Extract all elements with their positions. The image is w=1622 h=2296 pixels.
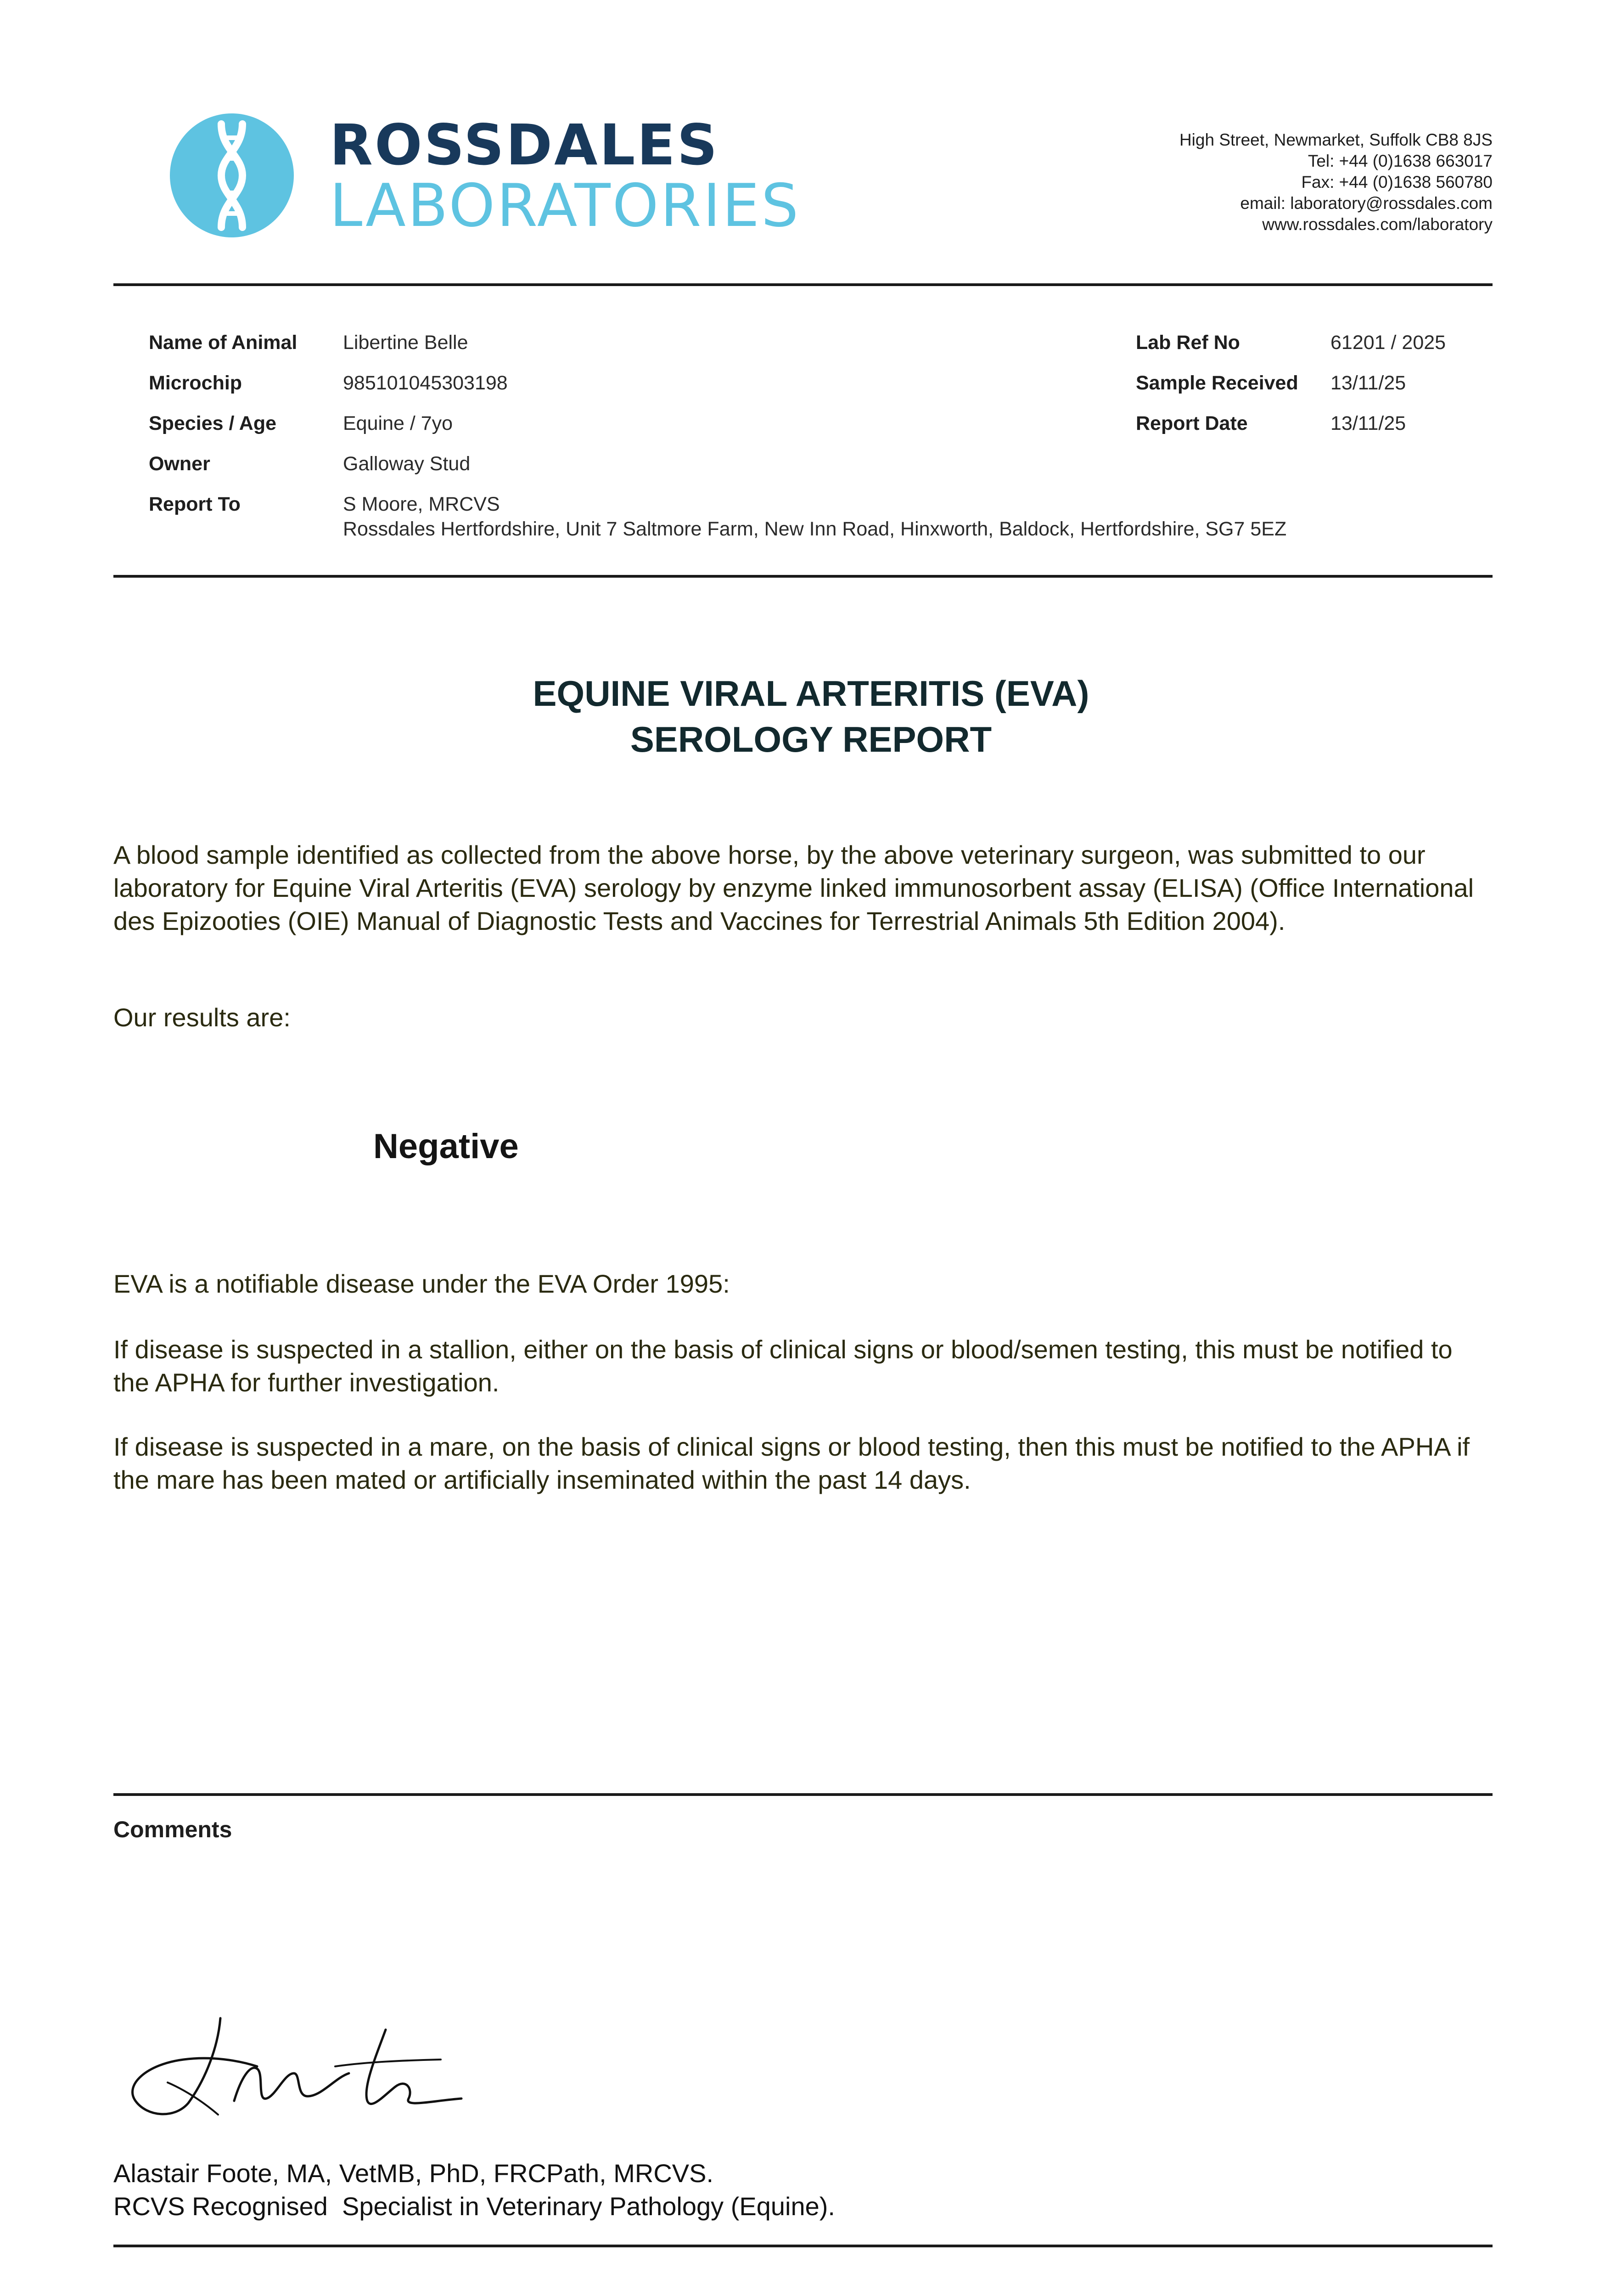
dna-logo-icon xyxy=(170,113,294,239)
name-value: Libertine Belle xyxy=(343,332,468,354)
species-value: Equine / 7yo xyxy=(343,412,453,434)
report-title-line1: EQUINE VIRAL ARTERITIS (EVA) xyxy=(533,673,1089,714)
mare-paragraph: If disease is suspected in a mare, on the basis of clinical signs or blood testing, then this must be notified to the APHA if the mare has been mated or artificially inseminated within the past 14 days. xyxy=(113,1432,1470,1494)
address-website[interactable]: www.rossdales.com/laboratory xyxy=(1262,215,1493,234)
report-date-value: 13/11/25 xyxy=(1330,412,1406,434)
sample-received-value: 13/11/25 xyxy=(1330,372,1406,394)
brand-name: ROSSDALES xyxy=(330,113,719,178)
name-label: Name of Animal xyxy=(149,332,297,354)
signatory-role: RCVS Recognised Specialist in Veterinary Pathology (Equine). xyxy=(113,2192,835,2221)
comments-label: Comments xyxy=(113,1817,232,1842)
report-title-line2: SEROLOGY REPORT xyxy=(630,719,992,760)
owner-value: Galloway Stud xyxy=(343,453,471,475)
report-to-address: Rossdales Hertfordshire, Unit 7 Saltmore Farm, New Inn Road, Hinxworth, Baldock, Hertfordshire, SG7 5EZ xyxy=(343,518,1287,540)
address-street: High Street, Newmarket, Suffolk CB8 8JS xyxy=(1179,130,1493,149)
address-fax: Fax: +44 (0)1638 560780 xyxy=(1301,173,1493,191)
results-lead: Our results are: xyxy=(113,1003,291,1032)
species-label: Species / Age xyxy=(149,412,277,434)
lab-ref-label: Lab Ref No xyxy=(1136,332,1240,354)
microchip-value: 985101045303198 xyxy=(343,372,508,394)
sample-received-label: Sample Received xyxy=(1136,372,1298,394)
notifiable-paragraph: EVA is a notifiable disease under the EVA Order 1995: xyxy=(113,1269,730,1298)
result-value: Negative xyxy=(373,1127,519,1166)
owner-label: Owner xyxy=(149,453,210,475)
signatory-name: Alastair Foote, MA, VetMB, PhD, FRCPath, MRCVS. xyxy=(113,2159,714,2188)
intro-paragraph: A blood sample identified as collected from the above horse, by the above veterinary surgeon, was submitted to our laboratory for Equine Viral Arteritis (EVA) serology by enzyme linked immunosorbent assay (ELISA) (Office International des Epizooties (OIE) Manual of Diagnostic Tests and Vaccines for Terrestrial Animals 5th Edition 2004). xyxy=(113,840,1474,935)
address-tel: Tel: +44 (0)1638 663017 xyxy=(1308,152,1493,170)
report-to-name: S Moore, MRCVS xyxy=(343,493,500,515)
brand-subname: LABORATORIES xyxy=(330,172,801,240)
signature-image xyxy=(119,2009,468,2124)
details-divider xyxy=(113,575,1493,578)
footer-divider xyxy=(113,2245,1493,2247)
lab-ref-value: 61201 / 2025 xyxy=(1330,332,1446,354)
microchip-label: Microchip xyxy=(149,372,242,394)
report-title xyxy=(0,670,1622,762)
header-divider xyxy=(113,283,1493,286)
lab-address xyxy=(1179,129,1493,235)
report-to-label: Report To xyxy=(149,493,241,515)
report-date-label: Report Date xyxy=(1136,412,1248,434)
comments-divider xyxy=(113,1793,1493,1796)
address-email[interactable]: email: laboratory@rossdales.com xyxy=(1240,194,1493,213)
stallion-paragraph: If disease is suspected in a stallion, either on the basis of clinical signs or blood/semen testing, this must be notified to the APHA for further investigation. xyxy=(113,1335,1453,1397)
